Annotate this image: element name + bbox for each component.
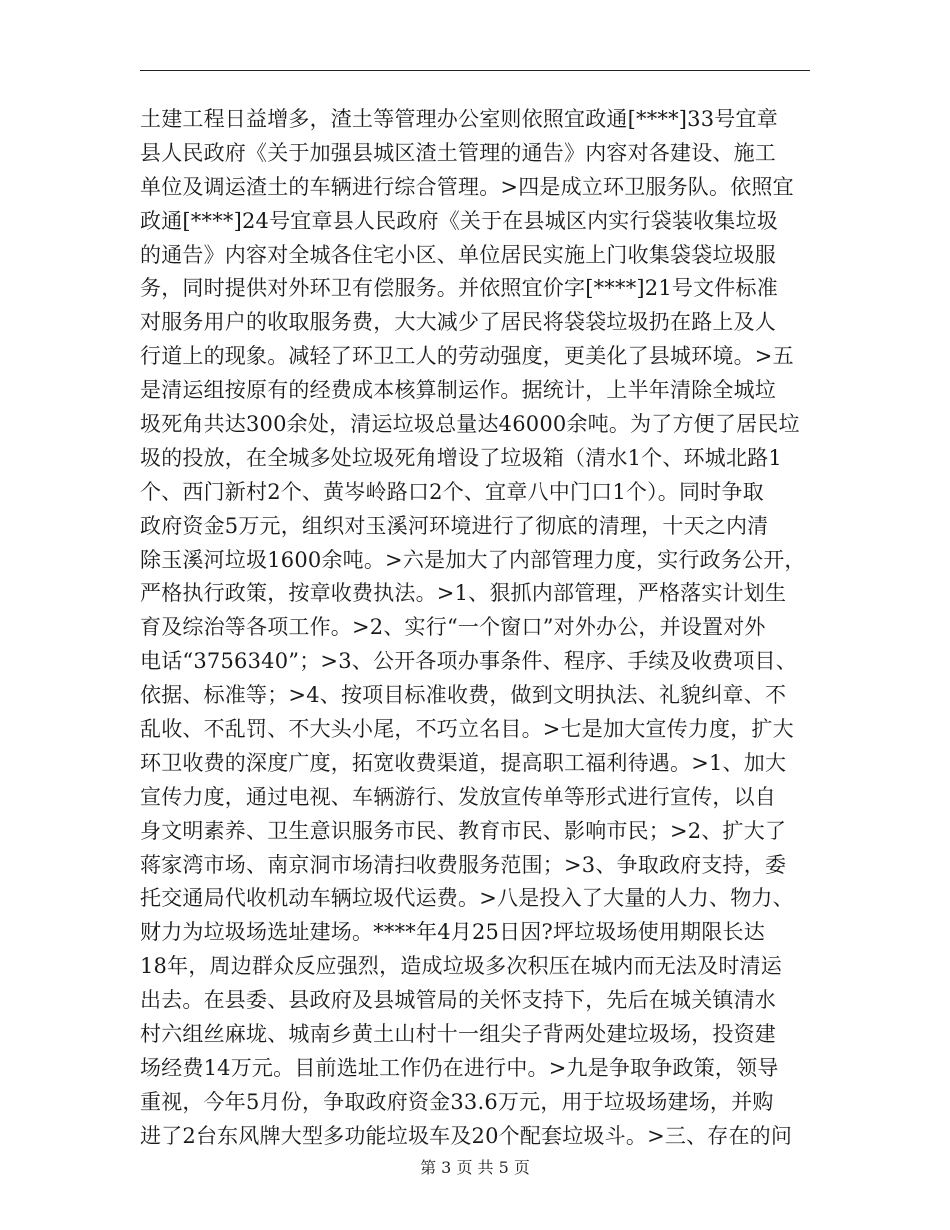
- text-line: 县人民政府《关于加强县城区渣土管理的通告》内容对各建设、施工: [140, 140, 776, 165]
- text-line: 是清运组按原有的经费成本核算制运作。据统计，上半年清除全城垃: [140, 378, 776, 403]
- text-line: 出去。在县委、县政府及县城管局的关怀支持下，先后在城关镇清水: [140, 988, 776, 1013]
- text-line: 圾死角共达300余处，清运垃圾总量达46000余吨。为了方便了居民垃: [140, 412, 800, 437]
- text-line: 宣传力度，通过电视、车辆游行、发放宣传单等形式进行宣传，以自: [140, 784, 776, 809]
- text-line: 除玉溪河垃圾1600余吨。>六是加大了内部管理力度，实行政务公开，: [140, 547, 806, 572]
- text-line: 个、西门新村2个、黄岑岭路口2个、宜章八中门口1个）。同时争取: [140, 479, 764, 504]
- text-line: 场经费14万元。目前选址工作仍在进行中。>九是争取争政策，领导: [140, 1055, 779, 1080]
- text-line: 托交通局代收机动车辆垃圾代运费。>八是投入了大量的人力、物力、: [140, 886, 794, 911]
- text-line: 重视，今年5月份，争取政府资金33.6万元，用于垃圾场建场，并购: [140, 1089, 774, 1114]
- text-line: 村六组丝麻垅、城南乡黄土山村十一组尖子背两处建垃圾场，投资建: [140, 1022, 776, 1047]
- header-rule: [140, 70, 810, 71]
- text-line: 对服务用户的收取服务费，大大减少了居民将袋袋垃圾扔在路上及人: [140, 310, 776, 335]
- text-line: 乱收、不乱罚、不大头小尾，不巧立名目。>七是加大宣传力度，扩大: [140, 717, 794, 742]
- text-line: 环卫收费的深度广度，拓宽收费渠道，提高职工福利待遇。>1、加大: [140, 750, 787, 775]
- text-line: 育及综治等各项工作。>2、实行“一个窗口”对外办公，并设置对外: [140, 615, 766, 640]
- text-line: 土建工程日益增多，渣土等管理办公室则依照宜政通[****]33号宜章: [140, 107, 778, 131]
- text-line: 政通[****]24号宜章县人民政府《关于在县城区内实行袋装收集垃圾: [140, 208, 778, 233]
- text-line: 身文明素养、卫生意识服务市民、教育市民、影响市民；>2、扩大了: [140, 818, 787, 843]
- text-line: 的通告》内容对全城各住宅小区、单位居民实施上门收集袋袋垃圾服: [140, 242, 776, 267]
- text-line: 电话“3756340”；>3、公开各项办事条件、程序、手续及收费项目、: [140, 649, 797, 674]
- text-line: 严格执行政策，按章收费执法。>1、狠抓内部管理，严格落实计划生: [140, 581, 787, 606]
- text-line: 单位及调运渣土的车辆进行综合管理。>四是成立环卫服务队。依照宜: [140, 174, 794, 199]
- text-line: 财力为垃圾场选址建场。****年4月25日因?坪垃圾场使用期限长达: [140, 920, 765, 945]
- text-line: 蒋家湾市场、南京洞市场清扫收费服务范围；>3、争取政府支持，委: [140, 852, 787, 877]
- text-line: 务，同时提供对外环卫有偿服务。并依照宜价字[****]21号文件标准: [140, 276, 778, 301]
- text-line: 政府资金5万元，组织对玉溪河环境进行了彻底的清理，十天之内清: [140, 513, 769, 538]
- page-number-footer: 第 3 页 共 5 页: [420, 1158, 530, 1177]
- text-line: 进了2台东风牌大型多功能垃圾车及20个配套垃圾斗。>三、存在的问: [140, 1123, 793, 1148]
- text-line: 行道上的现象。减轻了环卫工人的劳动强度，更美化了县城环境。>五: [140, 344, 794, 369]
- text-line: 依据、标准等；>4、按项目标准收费，做到文明执法、礼貌纠章、不: [140, 683, 787, 708]
- text-line: 圾的投放，在全城多处垃圾死角增设了垃圾箱（清水1个、环城北路1: [140, 445, 782, 470]
- text-line: 18年，周边群众反应强烈，造成垃圾多次积压在城内而无法及时清运: [140, 954, 782, 979]
- body-text: [140, 103, 810, 1154]
